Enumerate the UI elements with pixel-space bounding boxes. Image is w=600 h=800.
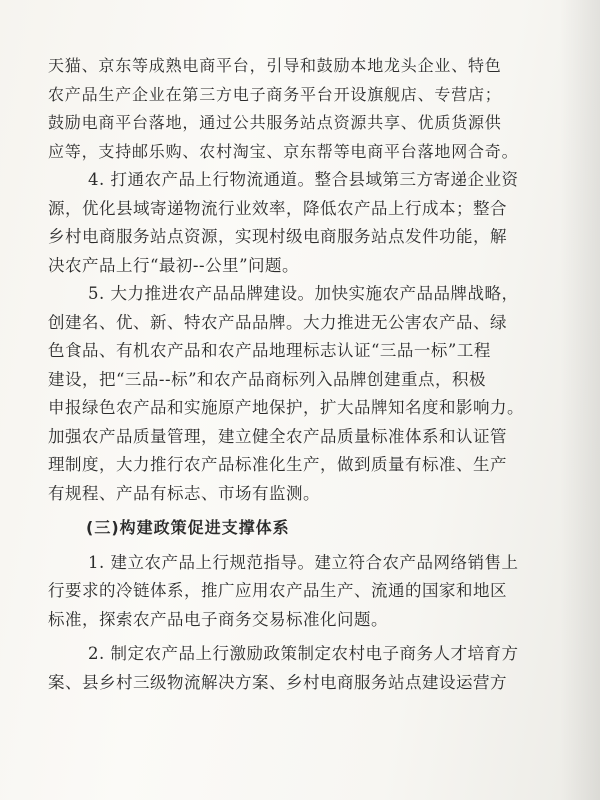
- section-heading: (三)构建政策促进支撑体系: [86, 518, 290, 537]
- body-line: 天猫、京东等成熟电商平台，引导和鼓励本地龙头企业、特色: [48, 56, 502, 75]
- body-line: 标准，探索农产品电子商务交易标准化问题。: [48, 609, 388, 629]
- paragraph-4-first-line: 4. 打通农产品上行物流通道。整合县域第三方寄递企业资: [88, 170, 519, 189]
- body-line: 行要求的冷链体系，推广应用农产品生产、流通的国家和地区: [48, 581, 507, 600]
- item-1-first-line: 1. 建立农产品上行规范指导。建立符合农产品网络销售上: [88, 552, 519, 572]
- paragraph-5-first-line: 5. 大力推进农产品品牌建设。加快实施农产品品牌战略，: [88, 284, 519, 303]
- item-2-first-line: 2. 制定农产品上行激励政策制定农村电子商务人才培育方: [88, 644, 519, 663]
- body-line: 建设，把“三品--标”和农产品商标列入品牌创建重点，积极: [48, 369, 487, 389]
- body-line: 鼓励电商平台落地，通过公共服务站点资源共享、优质货源供: [48, 113, 502, 132]
- body-line: 加强农产品质量管理，建立健全农产品质量标准体系和认证管: [48, 426, 507, 446]
- document-body: [48, 52, 576, 697]
- body-line: 申报绿色农产品和实施原产地保护，扩大品牌知名度和影响力。: [48, 398, 524, 417]
- body-line: 农产品生产企业在第三方电子商务平台开设旗舰店、专营店；: [48, 84, 502, 104]
- body-line: 理制度，大力推行农产品标准化生产，做到质量有标准、生产: [48, 455, 507, 474]
- body-line: 源，优化县域寄递物流行业效率，降低农产品上行成本；整合: [48, 198, 507, 218]
- body-line: 创建名、优、新、特农产品品牌。大力推进无公害农产品、绿: [48, 312, 507, 332]
- body-line: 决农产品上行“最初--公里”问题。: [48, 255, 300, 275]
- body-line: 应等，支持邮乐购、农村淘宝、京东帮等电商平台落地网合奇。: [48, 141, 519, 161]
- body-line: 案、县乡村三级物流解决方案、乡村电商服务站点建设运营方: [48, 672, 507, 692]
- body-line: 有规程、产品有标志、市场有监测。: [48, 483, 320, 503]
- body-line: 色食品、有机农产品和农产品地理标志认证“三品一标”工程: [48, 341, 491, 360]
- body-line: 乡村电商服务站点资源，实现村级电商服务站点发件功能，解: [48, 227, 507, 246]
